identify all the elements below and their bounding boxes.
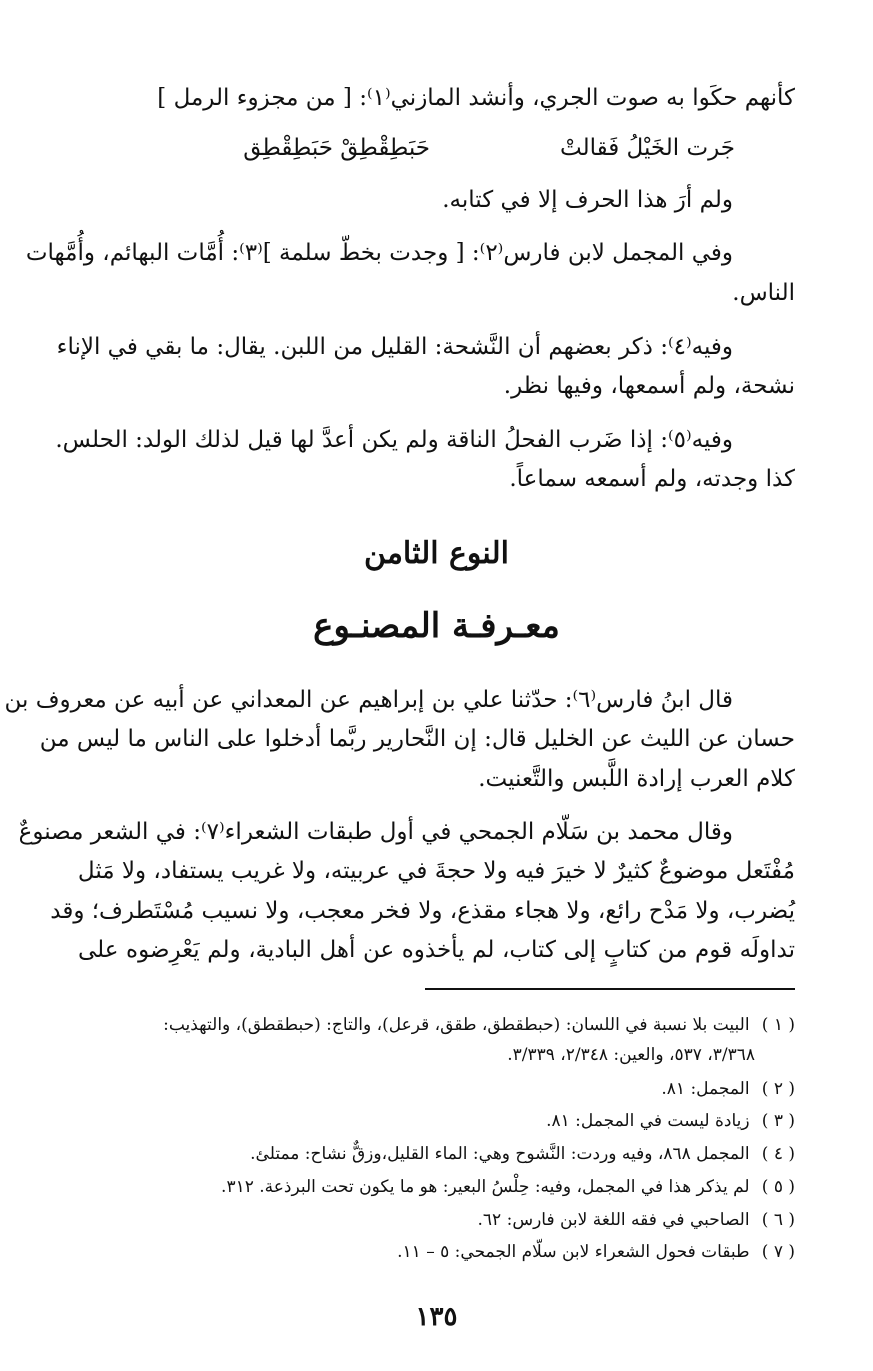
- footnote-text: لم يذكر هذا في المجمل، وفيه: حِلْسُ البعير: هو ما يكون تحت البرذعة. ٣١٢.: [221, 1177, 750, 1197]
- section-line: يُضرب، ولا مَدْح رائع، ولا هجاء مقذع، ولا فخر معجب، ولا نسيب مُسْتَطرف؛ وقد: [50, 898, 795, 924]
- section-line: وقال محمد بن سَلّام الجمحي في أول طبقات الشعراء⁽٧⁾: في الشعر مصنوعٌ: [18, 819, 733, 845]
- section-line: مُفْتَعل موضوعٌ كثيرٌ لا خيرَ فيه ولا حجةَ في عربيته، ولا غريب يستفاد، ولا مَثل: [77, 858, 795, 884]
- footnote-number: ( ٢ ): [761, 1079, 795, 1099]
- footnote-number: ( ٧ ): [761, 1242, 795, 1262]
- footnote: [78, 1074, 795, 1104]
- footnote: [78, 1237, 795, 1267]
- footnote-text: المجمل ٨٦٨، وفيه وردت: النَّشوح وهي: الماء القليل،وزقٌّ نشاح: ممتلئ.: [250, 1144, 750, 1164]
- body-line: كذا وجدته، ولم أسمعه سماعاً.: [509, 466, 795, 492]
- book-page: [4, 0, 795, 1371]
- section-heading: النوع الثامن: [364, 536, 509, 571]
- body-line: وفي المجمل لابن فارس⁽٢⁾: [ وجدت بخطّ سلمة ]⁽٣⁾: أُمَّات البهائم، وأُمَّهات: [25, 240, 733, 266]
- footnote-text: البيت بلا نسبة في اللسان: (حبطقطق، طقق، قرعل)، والتاج: (حبطقطق)، والتهذيب:: [163, 1015, 750, 1035]
- body-line: الناس.: [732, 280, 795, 306]
- footnote-number: ( ١ ): [761, 1015, 795, 1035]
- body-line: وفيه⁽٥⁾: إذا ضَرب الفحلُ الناقة ولم يكن أعدَّ لها قيل لذلك الولد: الحلس.: [55, 427, 733, 453]
- body-line: كأنهم حكَوا به صوت الجري، وأنشد المازني⁽١⁾: [ من مجزوء الرمل ]: [157, 85, 795, 111]
- section-title: معـرفـة المصنـوع: [313, 606, 560, 646]
- footnote-number: ( ٣ ): [761, 1111, 795, 1131]
- footnote: [78, 1010, 795, 1040]
- verse-first-hemistich: جَرت الخَيْلُ فَقالتْ: [559, 135, 735, 161]
- footnote-text: الصاحبي في فقه اللغة لابن فارس: ٦٢.: [477, 1210, 750, 1230]
- footnote: [78, 1106, 795, 1136]
- footnote-number: ( ٥ ): [761, 1177, 795, 1197]
- footnote-text: زيادة ليست في المجمل: ٨١.: [546, 1111, 750, 1131]
- page-number: ١٣٥: [415, 1302, 458, 1332]
- section-line: تداولَه قوم من كتابٍ إلى كتاب، لم يأخذوه عن أهل البادية، ولم يَعْرِضوه على: [78, 937, 795, 963]
- footnote-text: طبقات فحول الشعراء لابن سلّام الجمحي: ٥ – ١١.: [397, 1242, 750, 1262]
- footnote: [78, 1205, 795, 1235]
- body-line: وفيه⁽٤⁾: ذكر بعضهم أن النَّشحة: القليل من اللبن. يقال: ما بقي في الإناء: [56, 334, 733, 360]
- footnote-continuation: ٣/٣٦٨، ٥٣٧، والعين: ٢/٣٤٨، ٣/٣٣٩.: [507, 1045, 755, 1065]
- footnote-separator: [425, 988, 795, 990]
- footnote: [78, 1172, 795, 1202]
- footnote-number: ( ٤ ): [761, 1144, 795, 1164]
- section-line: كلام العرب إرادة اللَّبس والتَّعنيت.: [478, 766, 795, 792]
- footnote-text: المجمل: ٨١.: [661, 1079, 750, 1099]
- section-line: قال ابنُ فارس⁽٦⁾: حدّثنا علي بن إبراهيم عن المعداني عن أبيه عن معروف بن: [4, 687, 733, 713]
- body-line: ولم أرَ هذا الحرف إلا في كتابه.: [442, 187, 733, 213]
- footnote-number: ( ٦ ): [761, 1210, 795, 1230]
- verse-second-hemistich: حَبَطِقْطِقْ حَبَطِقْطِق: [243, 135, 430, 161]
- body-line: نشحة، ولم أسمعها، وفيها نظر.: [503, 373, 795, 399]
- section-line: حسان عن الليث عن الخليل قال: إن النَّحارير ربَّما أدخلوا على الناس ما ليس من: [39, 726, 795, 752]
- footnote: [78, 1139, 795, 1169]
